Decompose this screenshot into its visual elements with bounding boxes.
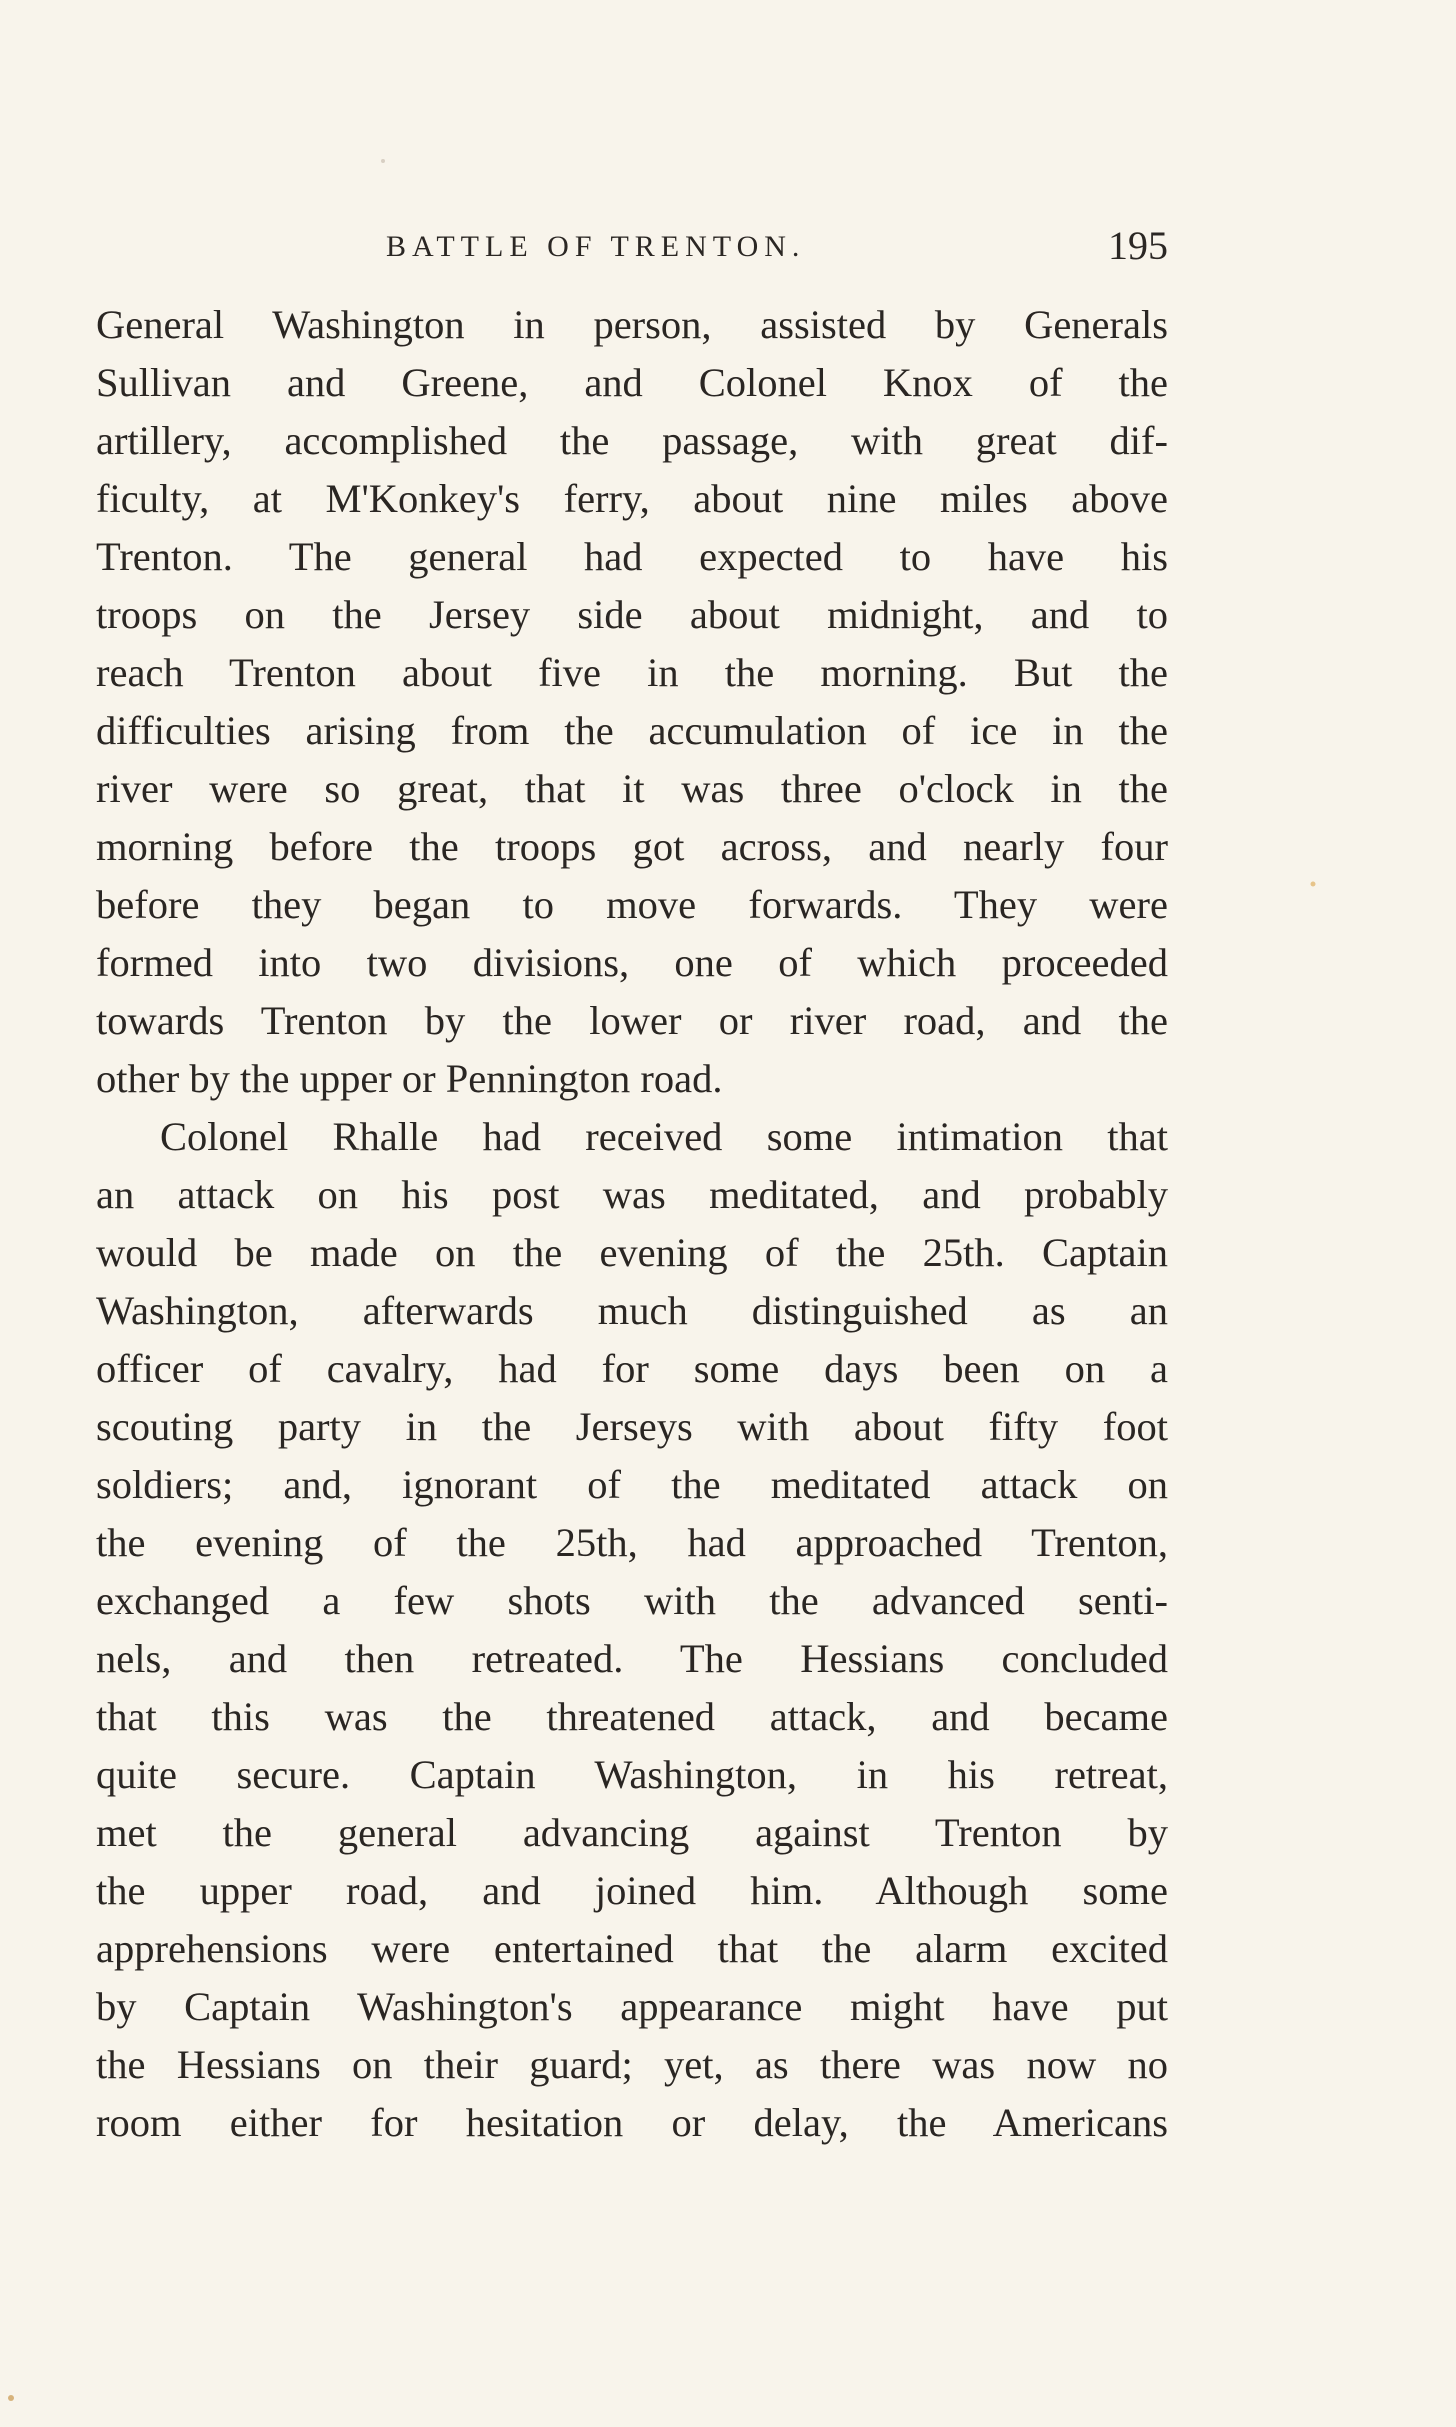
text-line: scouting party in the Jerseys with about fifty foot [96,1404,1168,1449]
text-line: reach Trenton about five in the morning. But the [96,650,1168,695]
text-line: ficulty, at M'Konkey's ferry, about nine miles above [96,476,1168,521]
text-line: nels, and then retreated. The Hessians concluded [96,1636,1168,1681]
text-line: an attack on his post was meditated, and probably [96,1172,1168,1217]
page-number: 195 [1108,223,1168,268]
paper-speck [381,159,385,163]
text-line: the Hessians on their guard; yet, as there was now no [96,2042,1168,2087]
text-line: Colonel Rhalle had received some intimation that [160,1114,1168,1159]
text-line: Trenton. The general had expected to have his [96,534,1168,579]
text-line: exchanged a few shots with the advanced senti- [96,1578,1168,1623]
text-line: would be made on the evening of the 25th. Captain [96,1230,1168,1275]
text-line: the upper road, and joined him. Although some [96,1868,1168,1913]
text-line: before they began to move forwards. They were [96,882,1168,927]
text-line: artillery, accomplished the passage, with great dif- [96,418,1168,463]
text-line: soldiers; and, ignorant of the meditated attack on [96,1462,1168,1507]
text-line: formed into two divisions, one of which proceeded [96,940,1168,985]
text-line: met the general advancing against Trenton by [96,1810,1168,1855]
text-line: the evening of the 25th, had approached Trenton, [96,1520,1168,1565]
text-line: officer of cavalry, had for some days been on a [96,1346,1168,1391]
text-line: that this was the threatened attack, and became [96,1694,1168,1739]
text-line: river were so great, that it was three o'clock in the [96,766,1168,811]
paper-speck [1311,882,1316,887]
text-line: towards Trenton by the lower or river road, and the [96,998,1168,1043]
text-line: morning before the troops got across, and nearly four [96,824,1168,869]
text-line: difficulties arising from the accumulation of ice in the [96,708,1168,753]
text-line: troops on the Jersey side about midnight, and to [96,592,1168,637]
text-line: Sullivan and Greene, and Colonel Knox of the [96,360,1168,405]
running-head: BATTLE OF TRENTON. [386,230,806,263]
text-line: by Captain Washington's appearance might have put [96,1984,1168,2029]
text-line: Washington, afterwards much distinguished as an [96,1288,1168,1333]
text-line: apprehensions were entertained that the alarm excited [96,1926,1168,1971]
paper-speck [8,2395,14,2401]
text-line: room either for hesitation or delay, the Americans [96,2100,1168,2145]
text-line: quite secure. Captain Washington, in his retreat, [96,1752,1168,1797]
text-line: other by the upper or Pennington road. [96,1056,723,1101]
text-line: General Washington in person, assisted by Generals [96,302,1168,347]
